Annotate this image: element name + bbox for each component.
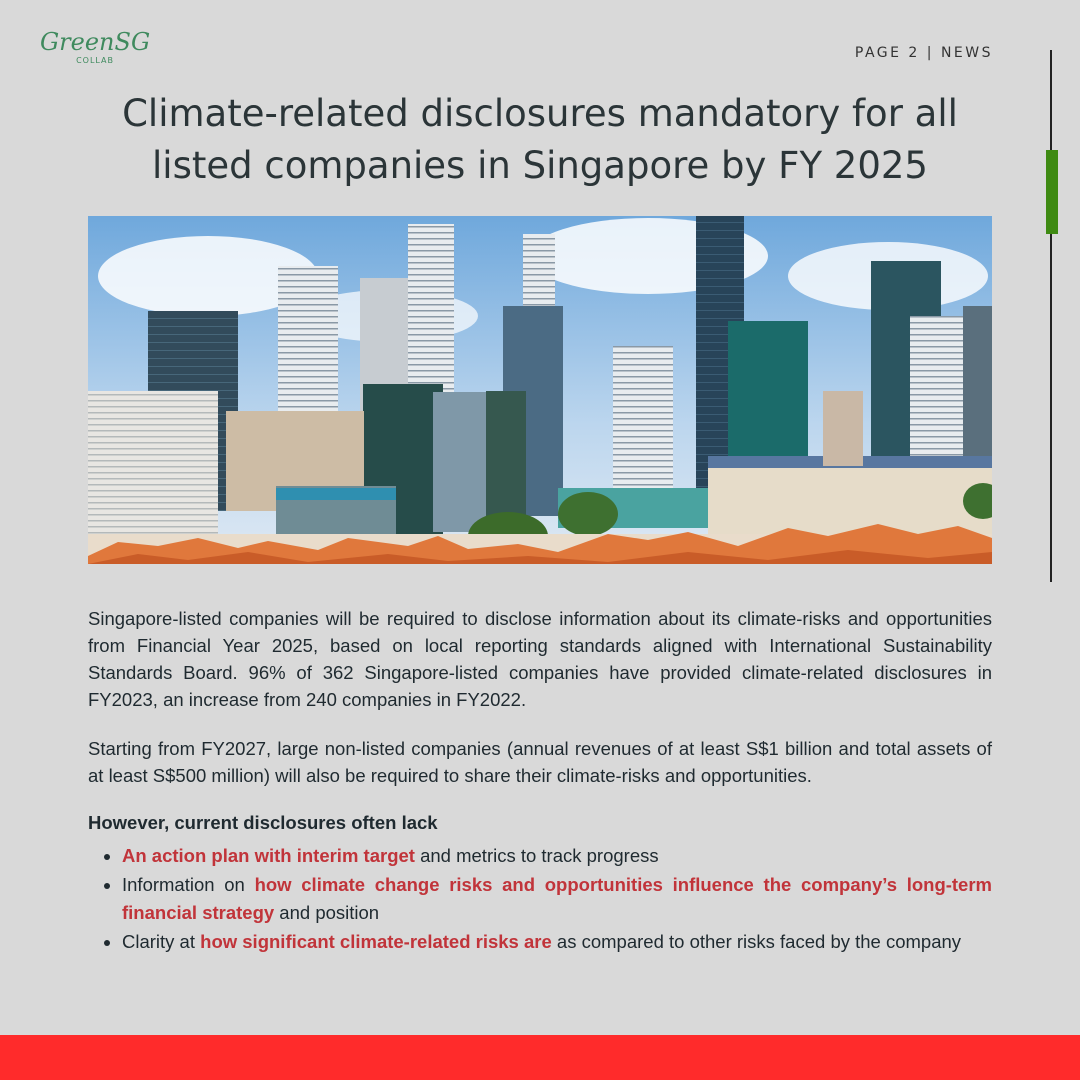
paragraph-2: Starting from FY2027, large non-listed companies (annual revenues of at least S$1 billion and total assets of at least S$500 million) will also be required to share their climate-risks and opportunities. xyxy=(88,738,992,786)
highlight-text: An action plan with interim target xyxy=(122,845,415,866)
footer-bar xyxy=(0,1035,1080,1080)
bullet-list xyxy=(88,842,992,957)
list-item: • Clarity at how significant climate-related risks are as compared to other risks faced by the company xyxy=(122,928,992,956)
subheading: However, current disclosures often lack xyxy=(88,812,438,833)
singapore-skyline-photo xyxy=(88,216,992,564)
list-item: • Information on how climate change risks and opportunities influence the company’s long-term financial strategy and position xyxy=(122,871,992,927)
vertical-divider xyxy=(1050,50,1052,582)
logo-subtext: COLLAB xyxy=(76,56,115,65)
logo-wordmark: GreenSG xyxy=(40,28,151,56)
page-label: PAGE 2 | NEWS xyxy=(854,45,993,61)
paragraph-1: Singapore-listed companies will be required to disclose information about its climate-risks and opportunities from Financial Year 2025, based on local reporting standards aligned with International Sustainability Standards Board. 96% of 362 Singapore-listed companies have provided climate-related disclosures in FY2023, an increase from 240 companies in FY2022. xyxy=(88,608,992,710)
highlight-text: how climate change risks and opportunities influence the company’s long-term financial strategy xyxy=(122,874,992,923)
highlight-text: how significant climate-related risks are xyxy=(200,931,552,952)
page-title: Climate-related disclosures mandatory for all listed companies in Singapore by FY 2025 xyxy=(122,92,958,187)
logo xyxy=(40,30,150,65)
list-item: • An action plan with interim target and metrics to track progress xyxy=(122,842,992,870)
vertical-accent-bar xyxy=(1046,150,1058,234)
